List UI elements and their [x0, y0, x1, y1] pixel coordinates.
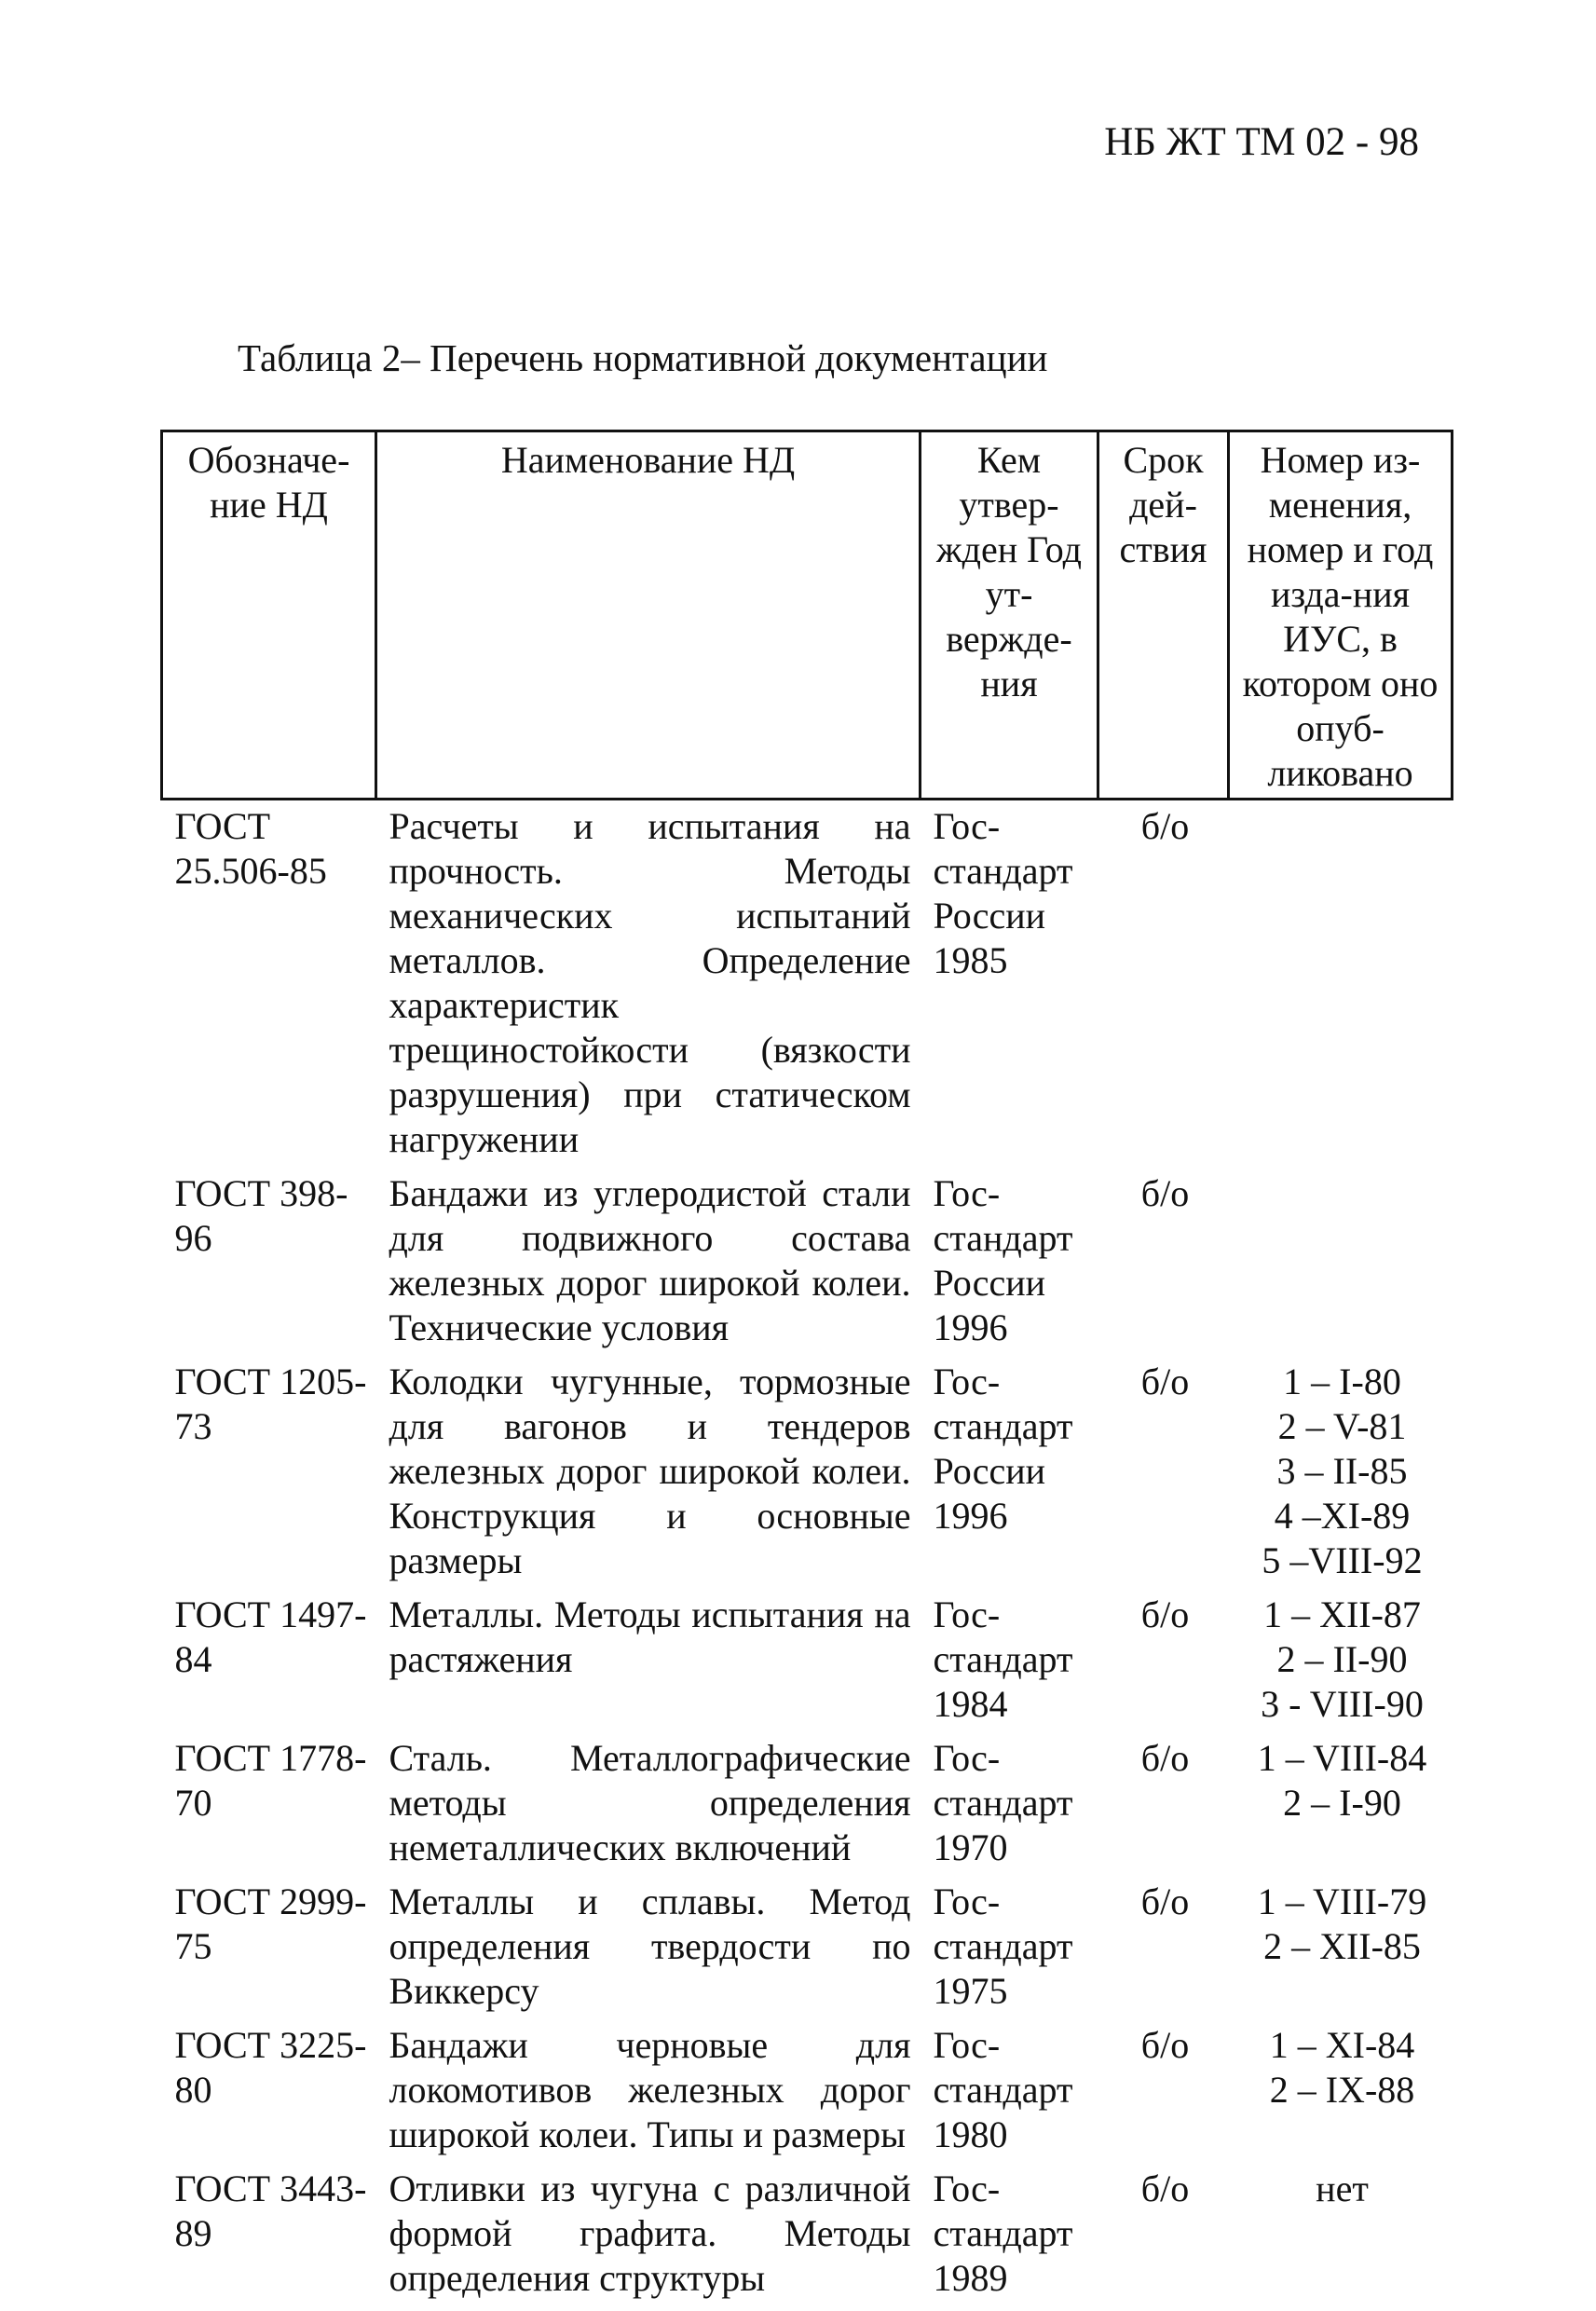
table-row [162, 1162, 1453, 1350]
change-entry: 3 - VIII-90 [1261, 1683, 1424, 1725]
doc-designation: ГОСТ 398-96 [174, 1172, 348, 1259]
table-body [162, 800, 1453, 2302]
validity-term: б/о [1140, 2024, 1190, 2066]
change-entry: 5 –VIII-92 [1262, 1539, 1423, 1581]
doc-title: Бандажи черновые для локомотивов железных дорог широкой колеи. Типы и размеры [389, 2024, 911, 2155]
document-code: НБ ЖТ ТМ 02 - 98 [1104, 120, 1419, 164]
change-entry: 3 – II-85 [1276, 1450, 1408, 1492]
doc-designation: ГОСТ 3443-89 [174, 2167, 367, 2254]
validity-term: б/о [1140, 1880, 1190, 1922]
validity-term: б/о [1140, 1172, 1190, 1214]
table-header-row [162, 431, 1453, 800]
doc-title: Сталь. Металлографические методы определения неметаллических включений [389, 1737, 911, 1868]
validity-term: б/о [1140, 805, 1190, 847]
doc-title: Отливки из чугуна с различной формой графита. Методы определения структуры [389, 2167, 911, 2299]
change-entry: 2 – XII-85 [1263, 1925, 1421, 1967]
doc-title: Металлы и сплавы. Метод определения твердости по Виккерсу [389, 1880, 911, 2012]
header-validity-term: Срок дей-ствия [1098, 431, 1229, 800]
change-entry: 1 – XI-84 [1269, 2024, 1415, 2066]
doc-title: Колодки чугунные, тормозные для вагонов и тендеров железных дорог широкой колеи. Конструкция и основные размеры [389, 1361, 911, 1581]
approved-by: Гос-стандарт 1989 [933, 2167, 1073, 2299]
header-change-number: Номер из-менения, номер и год изда-ния ИУС, в котором оно опуб-ликовано [1229, 431, 1453, 800]
approved-by: Гос-стандарт 1975 [933, 1880, 1073, 2012]
table-row [162, 1583, 1453, 1727]
change-list [1229, 800, 1453, 1163]
approved-by: Гос-стандарт России 1996 [933, 1172, 1073, 1348]
doc-designation: ГОСТ 3225-80 [174, 2024, 367, 2111]
change-entry: 1 – VIII-79 [1257, 1880, 1427, 1922]
table-row [162, 800, 1453, 1163]
change-entry: 1 – XII-87 [1263, 1593, 1421, 1635]
approved-by: Гос-стандарт 1984 [933, 1593, 1073, 1725]
doc-designation: ГОСТ 2999-75 [174, 1880, 367, 1967]
approved-by: Гос-стандарт 1970 [933, 1737, 1073, 1868]
approved-by: Гос-стандарт 1980 [933, 2024, 1073, 2155]
header-name: Наименование НД [376, 431, 921, 800]
doc-designation: ГОСТ 1778-70 [174, 1737, 367, 1824]
change-entry: 2 – I-90 [1283, 1782, 1401, 1824]
approved-by: Гос-стандарт России 1985 [933, 805, 1073, 981]
change-entry: 2 – V-81 [1277, 1405, 1407, 1447]
approved-by: Гос-стандарт России 1996 [933, 1361, 1073, 1537]
change-list [1229, 1583, 1453, 1727]
table-row [162, 2157, 1453, 2301]
change-entry: 1 – I-80 [1283, 1361, 1401, 1402]
table-caption: Таблица 2– Перечень нормативной документации [238, 336, 1048, 379]
change-list [1229, 1162, 1453, 1350]
change-entry: 4 –XI-89 [1274, 1495, 1411, 1537]
normative-docs-table [160, 430, 1453, 2301]
table-row [162, 1870, 1453, 2014]
change-entry: 2 – II-90 [1276, 1638, 1408, 1680]
change-list [1229, 1870, 1453, 2014]
doc-title: Металлы. Методы испытания на растяжения [389, 1593, 911, 1680]
change-list [1229, 2157, 1453, 2301]
validity-term: б/о [1140, 1361, 1190, 1402]
change-entry: нет [1316, 2167, 1369, 2209]
table-row [162, 2014, 1453, 2157]
table-row [162, 1727, 1453, 1870]
change-list [1229, 2014, 1453, 2157]
doc-title: Бандажи из углеродистой стали для подвижного состава железных дорог широкой колеи. Технические условия [389, 1172, 911, 1348]
header-designation: Обозначе-ние НД [162, 431, 376, 800]
change-entry: 2 – IX-88 [1269, 2069, 1415, 2111]
header-approved-by: Кем утвер-жден Год ут-вержде-ния [921, 431, 1098, 800]
doc-designation: ГОСТ 1205-73 [174, 1361, 367, 1447]
change-list [1229, 1727, 1453, 1870]
validity-term: б/о [1140, 1737, 1190, 1779]
table-row [162, 1350, 1453, 1583]
doc-designation: ГОСТ 1497-84 [174, 1593, 367, 1680]
doc-title: Расчеты и испытания на прочность. Методы механических испытаний металлов. Определение характеристик трещиностойкости (вязкости разрушения) при статическом нагружении [389, 805, 911, 1160]
validity-term: б/о [1140, 2167, 1190, 2209]
change-entry: 1 – VIII-84 [1257, 1737, 1427, 1779]
doc-designation: ГОСТ 25.506-85 [174, 805, 327, 892]
validity-term: б/о [1140, 1593, 1190, 1635]
change-list [1229, 1350, 1453, 1583]
